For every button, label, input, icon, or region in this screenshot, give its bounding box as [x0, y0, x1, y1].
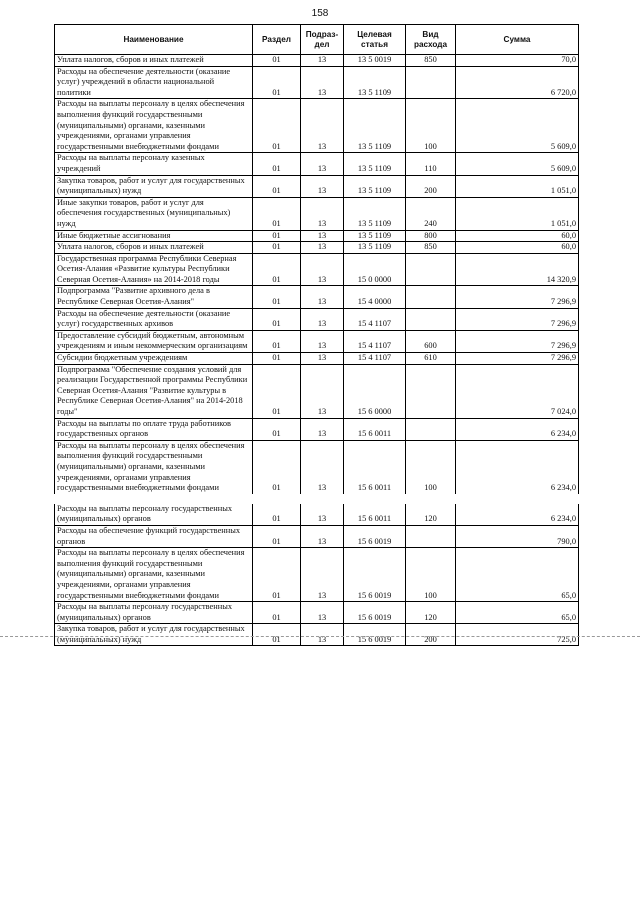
- row-sum: 6 720,0: [456, 66, 579, 99]
- row-name: Иные бюджетные ассигнования: [55, 230, 253, 242]
- header-subsection: Подраз- дел: [301, 25, 344, 55]
- table-row: [55, 153, 579, 175]
- row-section: 01: [253, 153, 301, 175]
- table-row: [55, 99, 579, 153]
- row-name: Расходы на выплаты по оплате труда работников государственных органов: [55, 418, 253, 440]
- row-section: 01: [253, 286, 301, 308]
- row-section: 01: [253, 440, 301, 498]
- table-row: [55, 286, 579, 308]
- row-sum: 5 609,0: [456, 99, 579, 153]
- row-sum: 6 234,0: [456, 418, 579, 440]
- row-section: 01: [253, 99, 301, 153]
- row-target: 15 6 0019: [344, 548, 406, 602]
- budget-table: [54, 24, 579, 646]
- header-section: Раздел: [253, 25, 301, 55]
- row-target: 13 5 1109: [344, 230, 406, 242]
- row-subsection: 13: [301, 175, 344, 197]
- row-section: 01: [253, 499, 301, 526]
- row-type: 100: [406, 548, 456, 602]
- row-subsection: 13: [301, 418, 344, 440]
- row-section: 01: [253, 175, 301, 197]
- row-type: [406, 418, 456, 440]
- row-target: 15 6 0019: [344, 602, 406, 624]
- row-subsection: 13: [301, 499, 344, 526]
- row-section: 01: [253, 197, 301, 230]
- row-type: [406, 525, 456, 547]
- row-sum: 5 609,0: [456, 153, 579, 175]
- row-sum: 7 296,9: [456, 286, 579, 308]
- row-target: 13 5 1109: [344, 175, 406, 197]
- table-header-row: [55, 25, 579, 55]
- row-sum: 725,0: [456, 624, 579, 646]
- table-row: [55, 499, 579, 526]
- table-row: [55, 624, 579, 646]
- row-target: 15 4 1107: [344, 308, 406, 330]
- row-name: Расходы на обеспечение деятельности (оказание услуг) государственных архивов: [55, 308, 253, 330]
- row-sum: 7 296,9: [456, 330, 579, 352]
- row-target: 13 5 1109: [344, 99, 406, 153]
- row-target: 15 4 1107: [344, 353, 406, 365]
- row-sum: 70,0: [456, 55, 579, 67]
- row-section: 01: [253, 602, 301, 624]
- row-sum: 14 320,9: [456, 253, 579, 286]
- row-name: Подпрограмма "Обеспечение создания условий для реализации Государственной программы Республики Северная Осетия-Алания "Развитие культуры в Республике Северная Осетия-Алания" на 2014-2018 годы": [55, 364, 253, 418]
- row-target: 15 6 0011: [344, 499, 406, 526]
- page-divider: [0, 636, 640, 637]
- row-name: Иные закупки товаров, работ и услуг для обеспечения государственных (муниципальных) нужд: [55, 197, 253, 230]
- row-sum: 1 051,0: [456, 175, 579, 197]
- row-type: 600: [406, 330, 456, 352]
- row-subsection: 13: [301, 602, 344, 624]
- row-name: Расходы на выплаты персоналу в целях обеспечения выполнения функций государственными (муниципальными) органами, казенными учреждениями, органами управления государственными внебюджетными фондами: [55, 99, 253, 153]
- row-type: 610: [406, 353, 456, 365]
- row-section: 01: [253, 624, 301, 646]
- row-target: 15 6 0011: [344, 440, 406, 498]
- row-name: Расходы на обеспечение деятельности (оказание услуг) учреждений в области национальной политики: [55, 66, 253, 99]
- header-sum: Сумма: [456, 25, 579, 55]
- row-subsection: 13: [301, 525, 344, 547]
- row-type: 120: [406, 602, 456, 624]
- row-section: 01: [253, 230, 301, 242]
- table-row: [55, 548, 579, 602]
- table-row: [55, 175, 579, 197]
- row-subsection: 13: [301, 548, 344, 602]
- row-type: 240: [406, 197, 456, 230]
- row-section: 01: [253, 364, 301, 418]
- row-target: 13 5 1109: [344, 197, 406, 230]
- row-target: 13 5 1109: [344, 153, 406, 175]
- header-type: Вид расхода: [406, 25, 456, 55]
- row-type: 850: [406, 55, 456, 67]
- row-target: 13 5 0019: [344, 55, 406, 67]
- row-name: Подпрограмма "Развитие архивного дела в Республике Северная Осетия-Алания": [55, 286, 253, 308]
- table-row: [55, 440, 579, 498]
- row-type: 200: [406, 175, 456, 197]
- row-sum: 60,0: [456, 242, 579, 254]
- row-sum: 7 024,0: [456, 364, 579, 418]
- row-type: 100: [406, 99, 456, 153]
- row-subsection: 13: [301, 330, 344, 352]
- row-subsection: 13: [301, 364, 344, 418]
- table-body: [55, 55, 579, 646]
- row-section: 01: [253, 418, 301, 440]
- row-type: 200: [406, 624, 456, 646]
- row-subsection: 13: [301, 66, 344, 99]
- row-section: 01: [253, 525, 301, 547]
- row-subsection: 13: [301, 55, 344, 67]
- row-target: 15 0 0000: [344, 253, 406, 286]
- row-target: 15 4 1107: [344, 330, 406, 352]
- row-subsection: 13: [301, 253, 344, 286]
- row-type: [406, 253, 456, 286]
- table-row: [55, 364, 579, 418]
- row-sum: 1 051,0: [456, 197, 579, 230]
- row-sum: 7 296,9: [456, 353, 579, 365]
- row-name: Предоставление субсидий бюджетным, автономным учреждениям и иным некоммерческим организациям: [55, 330, 253, 352]
- row-type: 120: [406, 499, 456, 526]
- row-type: [406, 364, 456, 418]
- row-subsection: 13: [301, 286, 344, 308]
- page-number: 158: [311, 8, 329, 19]
- row-section: 01: [253, 308, 301, 330]
- row-type: 850: [406, 242, 456, 254]
- row-subsection: 13: [301, 230, 344, 242]
- row-name: Расходы на выплаты персоналу государственных (муниципальных) органов: [55, 499, 253, 526]
- row-name: Субсидии бюджетным учреждениям: [55, 353, 253, 365]
- row-subsection: 13: [301, 242, 344, 254]
- row-section: 01: [253, 55, 301, 67]
- row-name: Расходы на выплаты персоналу государственных (муниципальных) органов: [55, 602, 253, 624]
- row-type: 100: [406, 440, 456, 498]
- row-name: Уплата налогов, сборов и иных платежей: [55, 55, 253, 67]
- row-subsection: 13: [301, 440, 344, 498]
- table-row: [55, 418, 579, 440]
- table-row: [55, 55, 579, 67]
- row-subsection: 13: [301, 153, 344, 175]
- row-name: Расходы на выплаты персоналу казенных учреждений: [55, 153, 253, 175]
- row-subsection: 13: [301, 99, 344, 153]
- row-section: 01: [253, 253, 301, 286]
- table-row: [55, 253, 579, 286]
- table-row: [55, 230, 579, 242]
- row-name: Закупка товаров, работ и услуг для государственных (муниципальных) нужд: [55, 624, 253, 646]
- row-sum: 65,0: [456, 602, 579, 624]
- row-subsection: 13: [301, 624, 344, 646]
- header-name: Наименование: [55, 25, 253, 55]
- table-row: [55, 602, 579, 624]
- row-section: 01: [253, 353, 301, 365]
- row-sum: 6 234,0: [456, 499, 579, 526]
- row-target: 15 6 0019: [344, 525, 406, 547]
- table-row: [55, 525, 579, 547]
- row-section: 01: [253, 66, 301, 99]
- row-name: Расходы на выплаты персоналу в целях обеспечения выполнения функций государственными (муниципальными) органами, казенными учреждениями, органами управления государственными внебюджетными фондами: [55, 548, 253, 602]
- row-type: 110: [406, 153, 456, 175]
- row-target: 13 5 1109: [344, 66, 406, 99]
- table-row: [55, 197, 579, 230]
- row-type: [406, 66, 456, 99]
- row-target: 15 6 0000: [344, 364, 406, 418]
- row-sum: 65,0: [456, 548, 579, 602]
- row-sum: 7 296,9: [456, 308, 579, 330]
- row-target: 13 5 1109: [344, 242, 406, 254]
- row-subsection: 13: [301, 197, 344, 230]
- row-name: Государственная программа Республики Северная Осетия-Алания «Развитие культуры Республики Северная Осетия-Алания» на 2014-2018 годы: [55, 253, 253, 286]
- row-subsection: 13: [301, 308, 344, 330]
- row-name: Закупка товаров, работ и услуг для государственных (муниципальных) нужд: [55, 175, 253, 197]
- row-section: 01: [253, 548, 301, 602]
- row-section: 01: [253, 330, 301, 352]
- row-section: 01: [253, 242, 301, 254]
- table-row: [55, 330, 579, 352]
- row-sum: 60,0: [456, 230, 579, 242]
- row-target: 15 6 0011: [344, 418, 406, 440]
- row-type: [406, 286, 456, 308]
- row-name: Уплата налогов, сборов и иных платежей: [55, 242, 253, 254]
- table-row: [55, 308, 579, 330]
- table-row: [55, 353, 579, 365]
- row-target: 15 4 0000: [344, 286, 406, 308]
- row-name: Расходы на обеспечение функций государственных органов: [55, 525, 253, 547]
- row-target: 15 6 0019: [344, 624, 406, 646]
- row-name: Расходы на выплаты персоналу в целях обеспечения выполнения функций государственными (муниципальными) органами, казенными учреждениями, органами управления государственными внебюджетными фондами: [55, 440, 253, 498]
- row-type: [406, 308, 456, 330]
- row-sum: 6 234,0: [456, 440, 579, 498]
- table-row: [55, 242, 579, 254]
- table-row: [55, 66, 579, 99]
- row-type: 800: [406, 230, 456, 242]
- row-subsection: 13: [301, 353, 344, 365]
- header-target: Целевая статья: [344, 25, 406, 55]
- row-sum: 790,0: [456, 525, 579, 547]
